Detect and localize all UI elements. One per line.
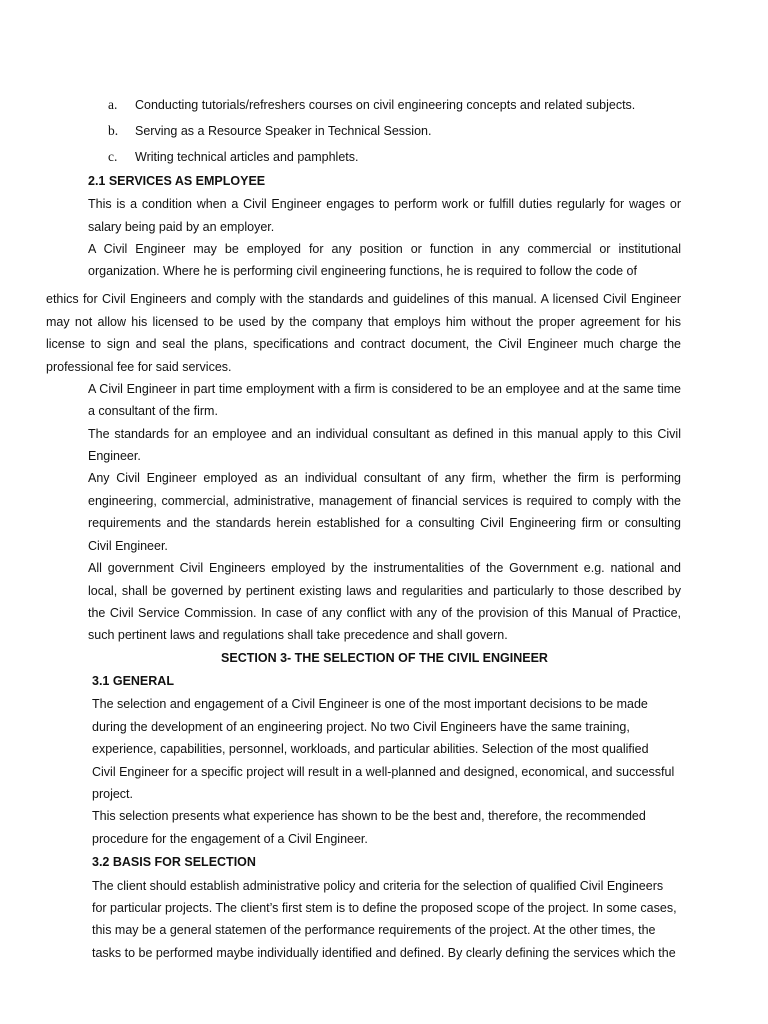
paragraph-line: A Civil Engineer in part time employment with a firm is considered to be an employee and at the same time — [88, 382, 681, 396]
paragraph-line: during the development of an engineering project. No two Civil Engineers have the same training, — [92, 720, 630, 734]
paragraph-line: local, shall be governed by pertinent existing laws and regularities and particularly to those described by — [88, 584, 681, 598]
paragraph-line: tasks to be performed maybe individually identified and defined. By clearly defining the services which the — [92, 946, 676, 960]
paragraph-line: The client should establish administrative policy and criteria for the selection of qualified Civil Engineers — [92, 879, 664, 893]
paragraph-line: professional fee for said services. — [46, 360, 232, 374]
paragraph-line: license to sign and seal the plans, specifications and contract document, the Civil Engineer much charge the — [46, 337, 681, 351]
heading-basis-for-selection: 3.2 BASIS FOR SELECTION — [92, 855, 256, 869]
paragraph-line: salary being paid by an employer. — [88, 220, 275, 234]
paragraph-line: engineering, commercial, administrative, management of financial services is required to comply with the — [88, 494, 681, 508]
paragraph-line: This is a condition when a Civil Engineer engages to perform work or fulfill duties regularly for wages or — [88, 197, 681, 211]
paragraph-line: Civil Engineer for a specific project will result in a well-planned and designed, economical, and successful — [92, 765, 675, 779]
list-item-b: Serving as a Resource Speaker in Technical Session. — [135, 124, 432, 138]
heading-services-as-employee: 2.1 SERVICES AS EMPLOYEE — [88, 174, 266, 188]
paragraph-line: for particular projects. The client’s first stem is to define the proposed scope of the project. In some cases, — [92, 901, 677, 915]
paragraph-line: Engineer. — [88, 449, 141, 463]
list-marker-c: c. — [108, 149, 118, 164]
paragraph-line: experience, capabilities, personnel, workloads, and particular abilities. Selection of the most qualified — [92, 742, 649, 756]
paragraph-line: this may be a general statemen of the performance requirements of the project. At the other times, the — [92, 923, 656, 937]
paragraph-line: This selection presents what experience has shown to be the best and, therefore, the recommended — [92, 809, 646, 823]
paragraph-line: Civil Engineer. — [88, 539, 168, 553]
paragraph-line: The selection and engagement of a Civil Engineer is one of the most important decisions to be made — [92, 697, 648, 711]
paragraph-line: such pertinent laws and regulations shall take precedence and shall govern. — [88, 628, 508, 642]
paragraph-line: ethics for Civil Engineers and comply with the standards and guidelines of this manual. A licensed Civil Engineer — [46, 292, 681, 306]
paragraph-line: may not allow his licensed to be used by the company that employs him without the proper agreement for his — [46, 315, 681, 329]
paragraph-line: The standards for an employee and an individual consultant as defined in this manual apply to this Civil — [88, 427, 681, 441]
paragraph-line: the Civil Service Commission. In case of any conflict with any of the provision of this Manual of Practice, — [88, 606, 681, 620]
paragraph-line: project. — [92, 787, 133, 801]
paragraph-line: procedure for the engagement of a Civil Engineer. — [92, 832, 368, 846]
list-marker-b: b. — [108, 123, 119, 138]
paragraph-line: Any Civil Engineer employed as an individual consultant of any firm, whether the firm is performing — [88, 471, 681, 485]
list-marker-a: a. — [108, 97, 118, 112]
paragraph-line: requirements and the standards herein established for a consulting Civil Engineering firm or consulting — [88, 516, 681, 530]
list-item-a: Conducting tutorials/refreshers courses on civil engineering concepts and related subjects. — [135, 98, 636, 112]
section-3-title: SECTION 3- THE SELECTION OF THE CIVIL ENGINEER — [221, 651, 548, 665]
list-item-c: Writing technical articles and pamphlets. — [135, 150, 359, 164]
paragraph-line: organization. Where he is performing civil engineering functions, he is required to follow the code of — [88, 264, 637, 278]
paragraph-line: All government Civil Engineers employed by the instrumentalities of the Government e.g. national and — [88, 561, 681, 575]
paragraph-line: A Civil Engineer may be employed for any position or function in any commercial or institutional — [88, 242, 681, 256]
heading-general: 3.1 GENERAL — [92, 674, 174, 688]
paragraph-line: a consultant of the firm. — [88, 404, 218, 418]
